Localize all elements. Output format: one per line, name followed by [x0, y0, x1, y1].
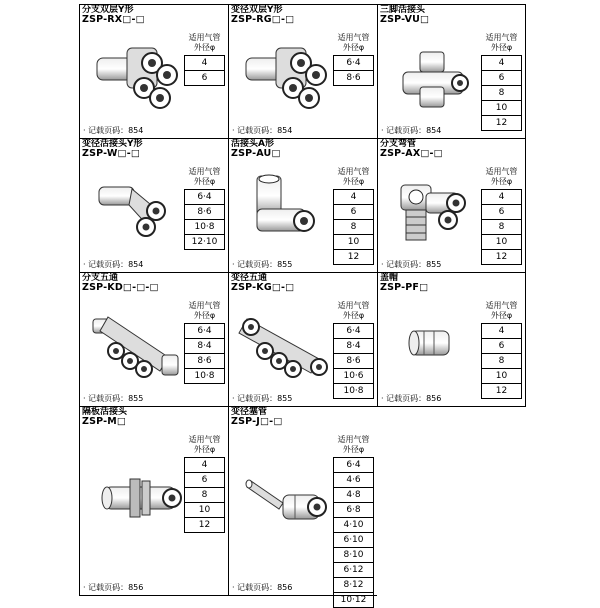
size-row: 8·6 — [334, 71, 373, 86]
fitting-image — [92, 43, 177, 113]
size-row: 6·4 — [334, 458, 373, 473]
product-title: 分支双层Y形 — [82, 5, 134, 15]
size-row: 6 — [482, 205, 521, 220]
spec-header-line1: 适用气管 — [188, 301, 221, 310]
title-block — [82, 407, 182, 427]
spec-header-line2: 外径φ — [490, 43, 513, 52]
spec-header-line1: 适用气管 — [485, 301, 518, 310]
page-number: 856 — [426, 394, 442, 403]
page-ref-label: · 记载页码： — [232, 394, 278, 403]
size-row: 4 — [482, 190, 521, 205]
size-list — [184, 457, 225, 533]
size-row: 10 — [185, 503, 224, 518]
size-row: 4 — [185, 458, 224, 473]
title-block — [231, 407, 331, 427]
page-reference — [83, 260, 143, 270]
product-code: ZSP-VU□ — [380, 14, 430, 25]
size-row: 10·8 — [185, 369, 224, 384]
page-number: 856 — [277, 583, 293, 592]
spec-table — [184, 301, 225, 384]
product-code: ZSP-PF□ — [380, 282, 429, 293]
size-list — [333, 55, 374, 86]
size-row: 12 — [482, 116, 521, 131]
product-title: 三脚活接头 — [380, 5, 426, 15]
product-title: 盖帽 — [380, 273, 399, 283]
size-row: 8 — [334, 220, 373, 235]
cell-zsp-pf — [377, 272, 526, 407]
size-list — [184, 55, 225, 86]
size-list — [481, 323, 522, 399]
size-row: 6 — [334, 205, 373, 220]
size-row: 6 — [185, 71, 224, 86]
size-row: 8·12 — [334, 578, 373, 593]
product-title: 变径活接头Y形 — [82, 139, 143, 149]
product-title: 分支五通 — [82, 273, 119, 283]
product-title: 变径五通 — [231, 273, 268, 283]
spec-header-line1: 适用气管 — [188, 167, 221, 176]
page-ref-label: · 记载页码： — [83, 394, 129, 403]
spec-table — [481, 33, 522, 131]
size-list — [184, 189, 225, 250]
cell-zsp-w — [79, 138, 229, 273]
spec-table — [333, 167, 374, 265]
size-row: 4 — [482, 324, 521, 339]
spec-table — [184, 167, 225, 250]
fitting-image — [88, 309, 183, 384]
spec-header-line2: 外径φ — [342, 177, 365, 186]
spec-table — [333, 301, 374, 399]
size-row: 10·6 — [334, 369, 373, 384]
cell-zsp-vu — [377, 4, 526, 139]
size-row: 10 — [482, 235, 521, 250]
size-row: 4·10 — [334, 518, 373, 533]
product-code: ZSP-RG□-□ — [231, 14, 295, 25]
page-ref-label: · 记载页码： — [83, 583, 129, 592]
fitting-image — [249, 171, 319, 246]
size-row: 10 — [482, 101, 521, 116]
size-row: 10·12 — [334, 593, 373, 608]
product-code: ZSP-W□-□ — [82, 148, 141, 159]
title-block — [380, 273, 480, 293]
product-code: ZSP-AX□-□ — [380, 148, 443, 159]
page-number: 854 — [128, 260, 144, 269]
size-row: 6·4 — [334, 56, 373, 71]
page-ref-label: · 记载页码： — [381, 260, 427, 269]
spec-header-line1: 适用气管 — [188, 33, 221, 42]
size-row: 4 — [334, 190, 373, 205]
size-row: 6·8 — [334, 503, 373, 518]
page-ref-label: · 记载页码： — [232, 260, 278, 269]
product-code: ZSP-AU□ — [231, 148, 281, 159]
spec-table — [184, 33, 225, 86]
page-reference — [381, 394, 441, 404]
size-row: 6 — [185, 473, 224, 488]
size-row: 8 — [185, 488, 224, 503]
title-block — [380, 5, 480, 25]
size-row: 6 — [482, 339, 521, 354]
product-code: ZSP-J□-□ — [231, 416, 283, 427]
spec-header-line1: 适用气管 — [337, 435, 370, 444]
fitting-image — [398, 47, 468, 112]
page-reference — [83, 394, 143, 404]
spec-header-line1: 适用气管 — [485, 33, 518, 42]
product-code: ZSP-RX□-□ — [82, 14, 145, 25]
cell-zsp-rg — [228, 4, 378, 139]
size-list — [333, 189, 374, 265]
size-row: 8·6 — [185, 354, 224, 369]
size-row: 8·10 — [334, 548, 373, 563]
cell-zsp-j — [228, 406, 378, 605]
title-block — [231, 139, 331, 159]
spec-header-line2: 外径φ — [342, 43, 365, 52]
page-ref-label: · 记载页码： — [83, 126, 129, 135]
size-row: 10·8 — [185, 220, 224, 235]
size-row: 8·6 — [334, 354, 373, 369]
size-row: 6·4 — [334, 324, 373, 339]
size-row: 8·4 — [185, 339, 224, 354]
product-title: 变径塞管 — [231, 407, 268, 417]
product-code: ZSP-KG□-□ — [231, 282, 295, 293]
page-reference — [83, 583, 143, 593]
size-row: 6·4 — [185, 324, 224, 339]
cell-zsp-kd — [79, 272, 229, 407]
size-row: 4 — [482, 56, 521, 71]
spec-header-line2: 外径φ — [490, 311, 513, 320]
page-reference — [83, 126, 143, 136]
page-reference — [232, 394, 292, 404]
page-reference — [232, 583, 292, 593]
title-block — [82, 5, 182, 25]
page-ref-label: · 记载页码： — [83, 260, 129, 269]
page-ref-label: · 记载页码： — [232, 126, 278, 135]
page-number: 856 — [128, 583, 144, 592]
spec-header-line2: 外径φ — [193, 43, 216, 52]
size-row: 6·10 — [334, 533, 373, 548]
cell-zsp-ax — [377, 138, 526, 273]
size-row: 4·8 — [334, 488, 373, 503]
title-block — [82, 139, 182, 159]
product-code: ZSP-KD□-□-□ — [82, 282, 159, 293]
page-number: 854 — [426, 126, 442, 135]
page-ref-label: · 记载页码： — [381, 126, 427, 135]
size-row: 12·10 — [185, 235, 224, 250]
page-number: 855 — [128, 394, 144, 403]
size-row: 6 — [482, 71, 521, 86]
product-title: 变径双层Y形 — [231, 5, 283, 15]
spec-header-line2: 外径φ — [193, 177, 216, 186]
size-row: 12 — [482, 384, 521, 399]
spec-table — [333, 33, 374, 86]
size-row: 6·12 — [334, 563, 373, 578]
fitting-image — [100, 467, 180, 527]
spec-header-line1: 适用气管 — [337, 33, 370, 42]
product-code: ZSP-M□ — [82, 416, 127, 427]
spec-header-line1: 适用气管 — [188, 435, 221, 444]
size-row: 8·6 — [185, 205, 224, 220]
size-row: 8·4 — [334, 339, 373, 354]
spec-header-line2: 外径φ — [193, 445, 216, 454]
page-number: 854 — [128, 126, 144, 135]
size-list — [481, 189, 522, 265]
spec-header-line1: 适用气管 — [485, 167, 518, 176]
cell-zsp-m — [79, 406, 229, 596]
catalog-grid — [79, 0, 526, 605]
product-title: 分支弯管 — [380, 139, 417, 149]
size-row: 4 — [185, 56, 224, 71]
size-row: 10 — [334, 235, 373, 250]
page-ref-label: · 记载页码： — [232, 583, 278, 592]
page-reference — [381, 260, 441, 270]
size-list — [333, 457, 374, 608]
size-row: 12 — [334, 250, 373, 265]
fitting-image — [396, 175, 471, 250]
fitting-image — [241, 43, 326, 113]
title-block — [231, 5, 331, 25]
cell-zsp-rx — [79, 4, 229, 139]
fitting-image — [406, 323, 456, 363]
spec-header-line1: 适用气管 — [337, 301, 370, 310]
spec-table — [184, 435, 225, 533]
size-row: 10·8 — [334, 384, 373, 399]
size-row: 8 — [482, 86, 521, 101]
title-block — [82, 273, 182, 293]
size-row: 4·6 — [334, 473, 373, 488]
page-number: 855 — [426, 260, 442, 269]
cell-zsp-kg — [228, 272, 378, 407]
spec-header-line2: 外径φ — [342, 445, 365, 454]
spec-header-line2: 外径φ — [193, 311, 216, 320]
title-block — [380, 139, 480, 159]
page-ref-label: · 记载页码： — [381, 394, 427, 403]
page-reference — [232, 126, 292, 136]
page-reference — [381, 126, 441, 136]
fitting-image — [247, 473, 327, 528]
page-number: 855 — [277, 394, 293, 403]
fitting-image — [237, 309, 332, 384]
spec-table — [333, 435, 374, 608]
size-row: 12 — [482, 250, 521, 265]
size-list — [184, 323, 225, 384]
cell-zsp-au — [228, 138, 378, 273]
empty-cell — [377, 406, 526, 596]
page-reference — [232, 260, 292, 270]
spec-header-line2: 外径φ — [490, 177, 513, 186]
page-number: 854 — [277, 126, 293, 135]
spec-table — [481, 301, 522, 399]
spec-header-line1: 适用气管 — [337, 167, 370, 176]
size-row: 6·4 — [185, 190, 224, 205]
size-list — [333, 323, 374, 399]
product-title: 活接头A形 — [231, 139, 274, 149]
size-row: 12 — [185, 518, 224, 533]
size-list — [481, 55, 522, 131]
product-title: 隔板活接头 — [82, 407, 128, 417]
spec-header-line2: 外径φ — [342, 311, 365, 320]
size-row: 8 — [482, 220, 521, 235]
fitting-image — [94, 179, 174, 239]
page-number: 855 — [277, 260, 293, 269]
size-row: 8 — [482, 354, 521, 369]
size-row: 10 — [482, 369, 521, 384]
spec-table — [481, 167, 522, 265]
title-block — [231, 273, 331, 293]
